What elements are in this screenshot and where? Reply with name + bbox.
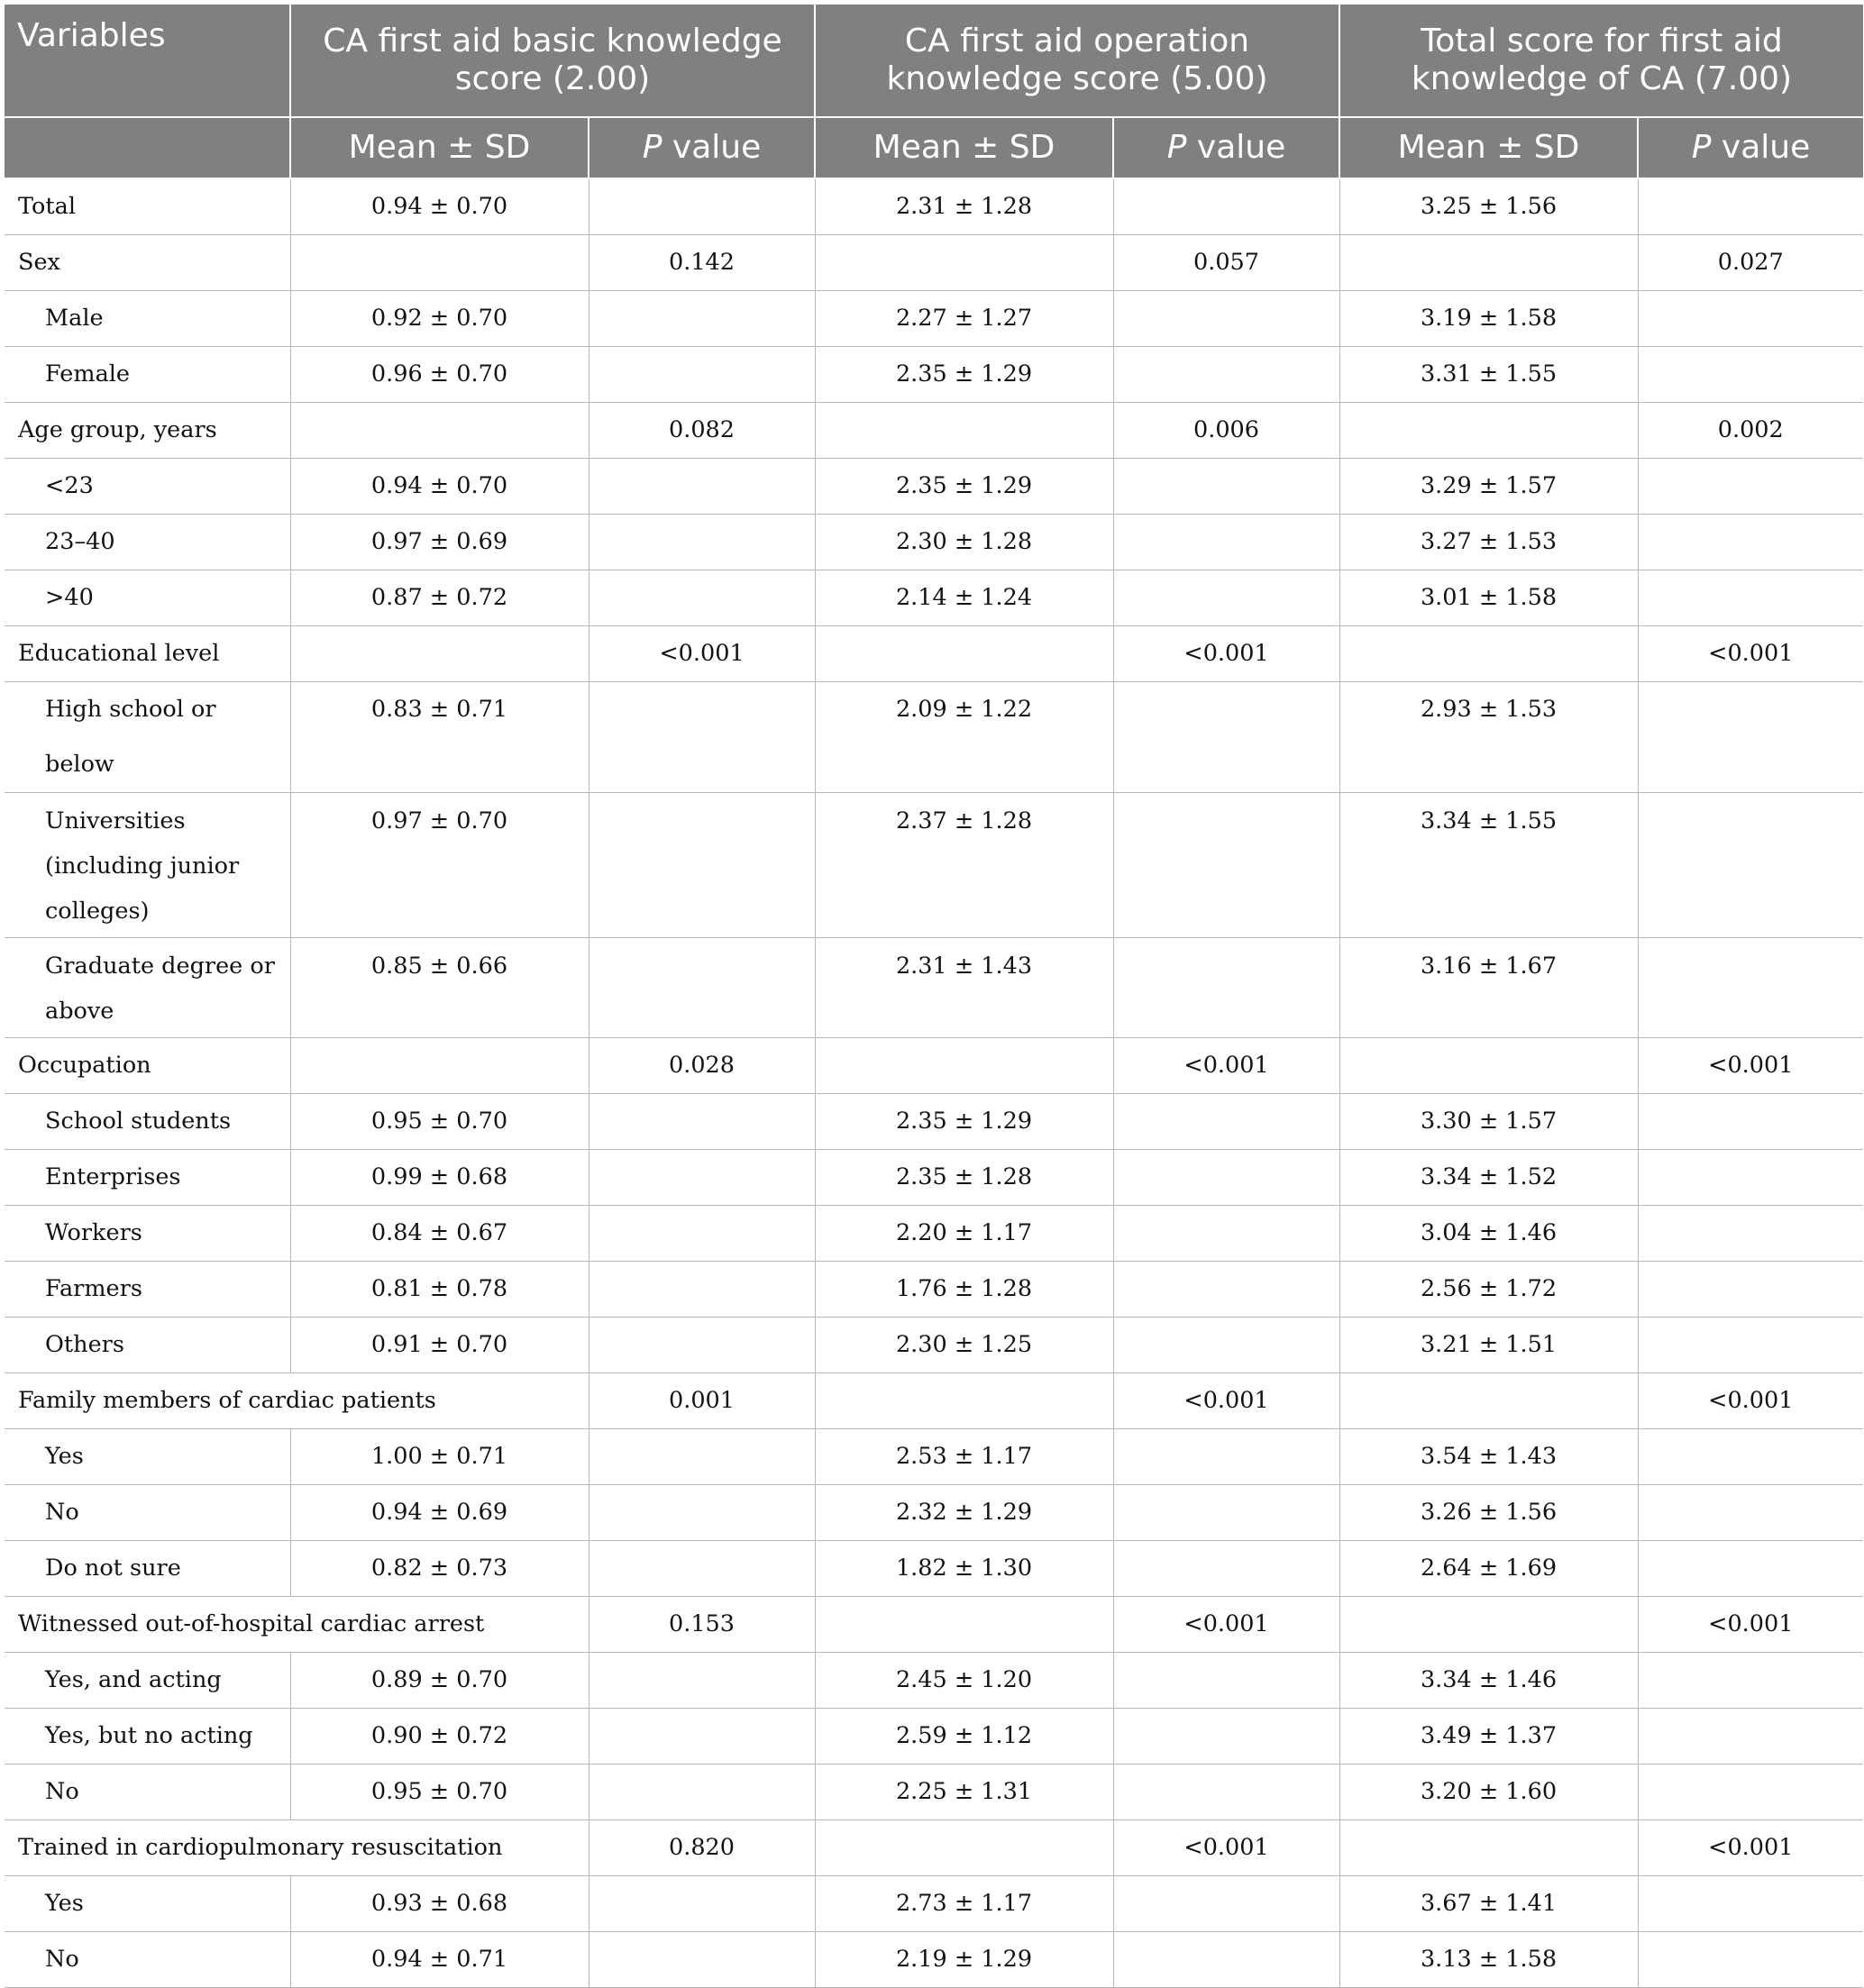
cell-op-p: 0.057 <box>1113 235 1339 291</box>
row-label: Educational level <box>5 626 290 682</box>
table-row <box>5 1429 1863 1485</box>
cell-total-mean <box>1339 235 1638 291</box>
cell-basic-p <box>589 1318 815 1373</box>
p-rest: value <box>1711 129 1811 166</box>
row-label: Trained in cardiopulmonary resuscitation <box>5 1820 589 1876</box>
cell-total-p: 0.027 <box>1638 235 1863 291</box>
table-row <box>5 178 1863 235</box>
cell-op-mean: 2.30 ± 1.25 <box>815 1318 1113 1373</box>
cell-op-p <box>1113 682 1339 793</box>
cell-total-p <box>1638 1429 1863 1485</box>
row-label: Yes <box>5 1876 290 1932</box>
cell-basic-p <box>589 1709 815 1765</box>
cell-basic-p: 0.142 <box>589 235 815 291</box>
cell-total-mean: 3.67 ± 1.41 <box>1339 1876 1638 1932</box>
header-total-score: Total score for first aid knowledge of CA (7.00) <box>1339 5 1863 117</box>
cell-basic-mean: 0.84 ± 0.67 <box>290 1206 589 1262</box>
cell-op-p <box>1113 570 1339 626</box>
cell-op-p <box>1113 347 1339 403</box>
row-label: >40 <box>5 570 290 626</box>
cell-basic-p <box>589 570 815 626</box>
cell-op-mean: 2.37 ± 1.28 <box>815 793 1113 938</box>
cell-basic-p <box>589 515 815 570</box>
cell-basic-p <box>589 1262 815 1318</box>
cell-op-p <box>1113 178 1339 235</box>
table-row <box>5 403 1863 459</box>
cell-basic-mean: 0.99 ± 0.68 <box>290 1150 589 1206</box>
row-label: 23–40 <box>5 515 290 570</box>
table-row <box>5 1094 1863 1150</box>
header-operation-knowledge: CA first aid operation knowledge score (5.00) <box>815 5 1339 117</box>
cell-basic-mean <box>290 403 589 459</box>
table-row <box>5 1541 1863 1597</box>
cell-op-p <box>1113 938 1339 1038</box>
cell-basic-mean <box>290 626 589 682</box>
row-label: Occupation <box>5 1038 290 1094</box>
cell-basic-mean: 0.87 ± 0.72 <box>290 570 589 626</box>
table-row <box>5 1709 1863 1765</box>
cell-total-p <box>1638 178 1863 235</box>
cell-total-p <box>1638 1932 1863 1988</box>
cell-op-mean: 2.45 ± 1.20 <box>815 1653 1113 1709</box>
header-variables: Variables <box>5 5 290 117</box>
cell-op-p <box>1113 793 1339 938</box>
p-italic: P <box>1166 129 1187 166</box>
row-label: Yes <box>5 1429 290 1485</box>
header-basic-knowledge: CA first aid basic knowledge score (2.00) <box>290 5 815 117</box>
header-mean-sd: Mean ± SD <box>1339 117 1638 178</box>
header-p-value <box>589 117 815 178</box>
cell-total-p: <0.001 <box>1638 1820 1863 1876</box>
table-row <box>5 1820 1863 1876</box>
row-label: No <box>5 1485 290 1541</box>
row-label: No <box>5 1932 290 1988</box>
cell-op-mean: 1.76 ± 1.28 <box>815 1262 1113 1318</box>
cell-basic-p: 0.820 <box>589 1820 815 1876</box>
cell-total-mean: 3.04 ± 1.46 <box>1339 1206 1638 1262</box>
cell-basic-mean: 0.91 ± 0.70 <box>290 1318 589 1373</box>
table-row <box>5 938 1863 1038</box>
table-row <box>5 1262 1863 1318</box>
cell-op-p <box>1113 515 1339 570</box>
cell-total-mean: 3.49 ± 1.37 <box>1339 1709 1638 1765</box>
cell-total-mean <box>1339 1820 1638 1876</box>
cell-total-p <box>1638 347 1863 403</box>
cell-basic-p <box>589 1206 815 1262</box>
cell-total-mean: 3.26 ± 1.56 <box>1339 1485 1638 1541</box>
row-label: Witnessed out-of-hospital cardiac arrest <box>5 1597 589 1653</box>
row-label: Family members of cardiac patients <box>5 1373 589 1429</box>
cell-total-mean: 3.54 ± 1.43 <box>1339 1429 1638 1485</box>
cell-op-p: <0.001 <box>1113 626 1339 682</box>
cell-total-mean: 3.21 ± 1.51 <box>1339 1318 1638 1373</box>
cell-op-p <box>1113 1262 1339 1318</box>
table-row <box>5 1038 1863 1094</box>
cell-total-mean: 3.29 ± 1.57 <box>1339 459 1638 515</box>
cell-basic-p: 0.001 <box>589 1373 815 1429</box>
cell-op-mean: 2.31 ± 1.43 <box>815 938 1113 1038</box>
cell-basic-p <box>589 1429 815 1485</box>
cell-basic-mean: 0.92 ± 0.70 <box>290 291 589 347</box>
cell-op-mean <box>815 626 1113 682</box>
table-row <box>5 1206 1863 1262</box>
cell-basic-p <box>589 347 815 403</box>
cell-op-mean: 2.30 ± 1.28 <box>815 515 1113 570</box>
cell-basic-mean: 1.00 ± 0.71 <box>290 1429 589 1485</box>
cell-total-p <box>1638 1541 1863 1597</box>
cell-total-mean: 3.34 ± 1.52 <box>1339 1150 1638 1206</box>
cell-total-mean <box>1339 1597 1638 1653</box>
cell-op-p: <0.001 <box>1113 1820 1339 1876</box>
cell-op-p <box>1113 1765 1339 1820</box>
table-row <box>5 1765 1863 1820</box>
cell-basic-p <box>589 1932 815 1988</box>
cell-op-mean <box>815 1038 1113 1094</box>
cell-total-p <box>1638 1094 1863 1150</box>
row-label: Workers <box>5 1206 290 1262</box>
cell-total-mean: 3.27 ± 1.53 <box>1339 515 1638 570</box>
row-label: High school or below <box>5 682 290 793</box>
cell-basic-mean: 0.94 ± 0.71 <box>290 1932 589 1988</box>
cell-op-mean: 2.35 ± 1.29 <box>815 347 1113 403</box>
cell-op-mean: 2.19 ± 1.29 <box>815 1932 1113 1988</box>
cell-total-mean: 3.20 ± 1.60 <box>1339 1765 1638 1820</box>
p-italic: P <box>642 129 662 166</box>
row-label: Universities (including junior colleges) <box>5 793 290 938</box>
cell-op-p <box>1113 1485 1339 1541</box>
cell-op-mean <box>815 403 1113 459</box>
cell-op-mean: 1.82 ± 1.30 <box>815 1541 1113 1597</box>
cell-total-mean: 3.25 ± 1.56 <box>1339 178 1638 235</box>
cell-total-p <box>1638 1150 1863 1206</box>
cell-op-mean <box>815 235 1113 291</box>
cell-basic-p <box>589 938 815 1038</box>
cell-basic-p: <0.001 <box>589 626 815 682</box>
row-label: Sex <box>5 235 290 291</box>
cell-basic-mean: 0.95 ± 0.70 <box>290 1765 589 1820</box>
cell-op-p <box>1113 1206 1339 1262</box>
cell-basic-mean: 0.81 ± 0.78 <box>290 1262 589 1318</box>
cell-total-p <box>1638 291 1863 347</box>
table-row <box>5 1597 1863 1653</box>
table-header <box>5 5 1863 178</box>
cell-op-mean: 2.35 ± 1.28 <box>815 1150 1113 1206</box>
table-row <box>5 347 1863 403</box>
cell-total-p <box>1638 682 1863 793</box>
cell-basic-p <box>589 178 815 235</box>
row-label: Female <box>5 347 290 403</box>
row-label: School students <box>5 1094 290 1150</box>
cell-basic-mean: 0.97 ± 0.70 <box>290 793 589 938</box>
row-label: No <box>5 1765 290 1820</box>
row-label: Graduate degree or above <box>5 938 290 1038</box>
cell-total-p: <0.001 <box>1638 1038 1863 1094</box>
cell-basic-mean: 0.93 ± 0.68 <box>290 1876 589 1932</box>
cell-op-p <box>1113 1876 1339 1932</box>
row-label: Do not sure <box>5 1541 290 1597</box>
cell-total-mean: 3.16 ± 1.67 <box>1339 938 1638 1038</box>
table-row <box>5 515 1863 570</box>
cell-total-p: <0.001 <box>1638 1597 1863 1653</box>
cell-basic-mean <box>290 1038 589 1094</box>
cell-total-mean: 3.30 ± 1.57 <box>1339 1094 1638 1150</box>
cell-basic-mean: 0.94 ± 0.70 <box>290 459 589 515</box>
header-p-value <box>1638 117 1863 178</box>
data-table <box>5 5 1863 1988</box>
cell-op-mean: 2.35 ± 1.29 <box>815 1094 1113 1150</box>
cell-total-p: <0.001 <box>1638 1373 1863 1429</box>
cell-op-p <box>1113 291 1339 347</box>
row-label: Others <box>5 1318 290 1373</box>
cell-total-mean: 2.64 ± 1.69 <box>1339 1541 1638 1597</box>
cell-basic-p <box>589 682 815 793</box>
p-italic: P <box>1691 129 1712 166</box>
cell-total-p <box>1638 793 1863 938</box>
cell-total-mean: 3.34 ± 1.46 <box>1339 1653 1638 1709</box>
cell-op-mean: 2.53 ± 1.17 <box>815 1429 1113 1485</box>
cell-total-p <box>1638 1485 1863 1541</box>
cell-basic-p: 0.028 <box>589 1038 815 1094</box>
table-body <box>5 178 1863 1988</box>
cell-total-p <box>1638 1876 1863 1932</box>
cell-op-p: <0.001 <box>1113 1373 1339 1429</box>
cell-op-mean: 2.73 ± 1.17 <box>815 1876 1113 1932</box>
cell-op-p <box>1113 1429 1339 1485</box>
cell-op-p <box>1113 1709 1339 1765</box>
cell-op-p <box>1113 459 1339 515</box>
table-row <box>5 1485 1863 1541</box>
cell-total-p <box>1638 1262 1863 1318</box>
cell-op-mean: 2.32 ± 1.29 <box>815 1485 1113 1541</box>
cell-op-mean: 2.20 ± 1.17 <box>815 1206 1113 1262</box>
cell-total-p <box>1638 515 1863 570</box>
header-p-value <box>1113 117 1339 178</box>
cell-total-p <box>1638 1206 1863 1262</box>
cell-op-p <box>1113 1318 1339 1373</box>
cell-total-p <box>1638 570 1863 626</box>
cell-total-mean: 3.34 ± 1.55 <box>1339 793 1638 938</box>
cell-basic-mean <box>290 235 589 291</box>
cell-basic-p <box>589 459 815 515</box>
table-row <box>5 1876 1863 1932</box>
row-label: Farmers <box>5 1262 290 1318</box>
cell-basic-p <box>589 1485 815 1541</box>
table-row <box>5 570 1863 626</box>
cell-basic-p <box>589 291 815 347</box>
header-mean-sd: Mean ± SD <box>815 117 1113 178</box>
cell-op-mean: 2.31 ± 1.28 <box>815 178 1113 235</box>
table-row <box>5 626 1863 682</box>
row-label: <23 <box>5 459 290 515</box>
cell-basic-p <box>589 1653 815 1709</box>
cell-total-mean: 3.19 ± 1.58 <box>1339 291 1638 347</box>
cell-basic-mean: 0.85 ± 0.66 <box>290 938 589 1038</box>
cell-total-mean: 3.01 ± 1.58 <box>1339 570 1638 626</box>
header-mean-sd: Mean ± SD <box>290 117 589 178</box>
row-label: Age group, years <box>5 403 290 459</box>
cell-op-p <box>1113 1541 1339 1597</box>
cell-total-p <box>1638 1709 1863 1765</box>
cell-basic-mean: 0.83 ± 0.71 <box>290 682 589 793</box>
cell-total-p: 0.002 <box>1638 403 1863 459</box>
cell-basic-mean: 0.94 ± 0.70 <box>290 178 589 235</box>
cell-basic-p <box>589 1765 815 1820</box>
cell-total-mean: 3.13 ± 1.58 <box>1339 1932 1638 1988</box>
cell-op-p <box>1113 1653 1339 1709</box>
cell-op-mean: 2.35 ± 1.29 <box>815 459 1113 515</box>
cell-total-p <box>1638 1318 1863 1373</box>
cell-total-mean: 3.31 ± 1.55 <box>1339 347 1638 403</box>
p-rest: value <box>1186 129 1286 166</box>
row-label: Yes, but no acting <box>5 1709 290 1765</box>
row-label: Total <box>5 178 290 235</box>
table-row <box>5 459 1863 515</box>
cell-basic-mean: 0.97 ± 0.69 <box>290 515 589 570</box>
cell-total-mean <box>1339 1373 1638 1429</box>
cell-basic-p <box>589 1150 815 1206</box>
cell-op-p <box>1113 1150 1339 1206</box>
cell-basic-mean: 0.89 ± 0.70 <box>290 1653 589 1709</box>
table-row <box>5 291 1863 347</box>
cell-op-mean <box>815 1373 1113 1429</box>
cell-op-mean: 2.27 ± 1.27 <box>815 291 1113 347</box>
table-row <box>5 1932 1863 1988</box>
p-rest: value <box>662 129 762 166</box>
cell-total-mean <box>1339 403 1638 459</box>
cell-op-p <box>1113 1094 1339 1150</box>
cell-op-p: <0.001 <box>1113 1038 1339 1094</box>
cell-op-mean: 2.25 ± 1.31 <box>815 1765 1113 1820</box>
cell-op-mean: 2.59 ± 1.12 <box>815 1709 1113 1765</box>
table-row <box>5 682 1863 793</box>
cell-op-p: 0.006 <box>1113 403 1339 459</box>
cell-basic-p <box>589 1876 815 1932</box>
cell-op-mean <box>815 1597 1113 1653</box>
row-label: Male <box>5 291 290 347</box>
cell-total-p <box>1638 1653 1863 1709</box>
cell-basic-p <box>589 1094 815 1150</box>
table-row <box>5 1373 1863 1429</box>
table-row <box>5 1318 1863 1373</box>
cell-basic-p <box>589 793 815 938</box>
cell-basic-mean: 0.94 ± 0.69 <box>290 1485 589 1541</box>
cell-total-mean <box>1339 1038 1638 1094</box>
cell-basic-p: 0.153 <box>589 1597 815 1653</box>
cell-op-mean <box>815 1820 1113 1876</box>
cell-total-p: <0.001 <box>1638 626 1863 682</box>
cell-total-p <box>1638 1765 1863 1820</box>
cell-basic-p <box>589 1541 815 1597</box>
cell-total-mean: 2.93 ± 1.53 <box>1339 682 1638 793</box>
cell-basic-mean: 0.82 ± 0.73 <box>290 1541 589 1597</box>
header-blank <box>5 117 290 178</box>
cell-op-mean: 2.09 ± 1.22 <box>815 682 1113 793</box>
cell-basic-mean: 0.90 ± 0.72 <box>290 1709 589 1765</box>
cell-total-p <box>1638 938 1863 1038</box>
cell-total-p <box>1638 459 1863 515</box>
cell-op-mean: 2.14 ± 1.24 <box>815 570 1113 626</box>
cell-basic-mean: 0.95 ± 0.70 <box>290 1094 589 1150</box>
cell-basic-mean: 0.96 ± 0.70 <box>290 347 589 403</box>
row-label: Yes, and acting <box>5 1653 290 1709</box>
cell-total-mean: 2.56 ± 1.72 <box>1339 1262 1638 1318</box>
table-row <box>5 793 1863 938</box>
cell-total-mean <box>1339 626 1638 682</box>
cell-op-p: <0.001 <box>1113 1597 1339 1653</box>
cell-basic-p: 0.082 <box>589 403 815 459</box>
table-row <box>5 1653 1863 1709</box>
row-label: Enterprises <box>5 1150 290 1206</box>
table-row <box>5 235 1863 291</box>
table-row <box>5 1150 1863 1206</box>
cell-op-p <box>1113 1932 1339 1988</box>
